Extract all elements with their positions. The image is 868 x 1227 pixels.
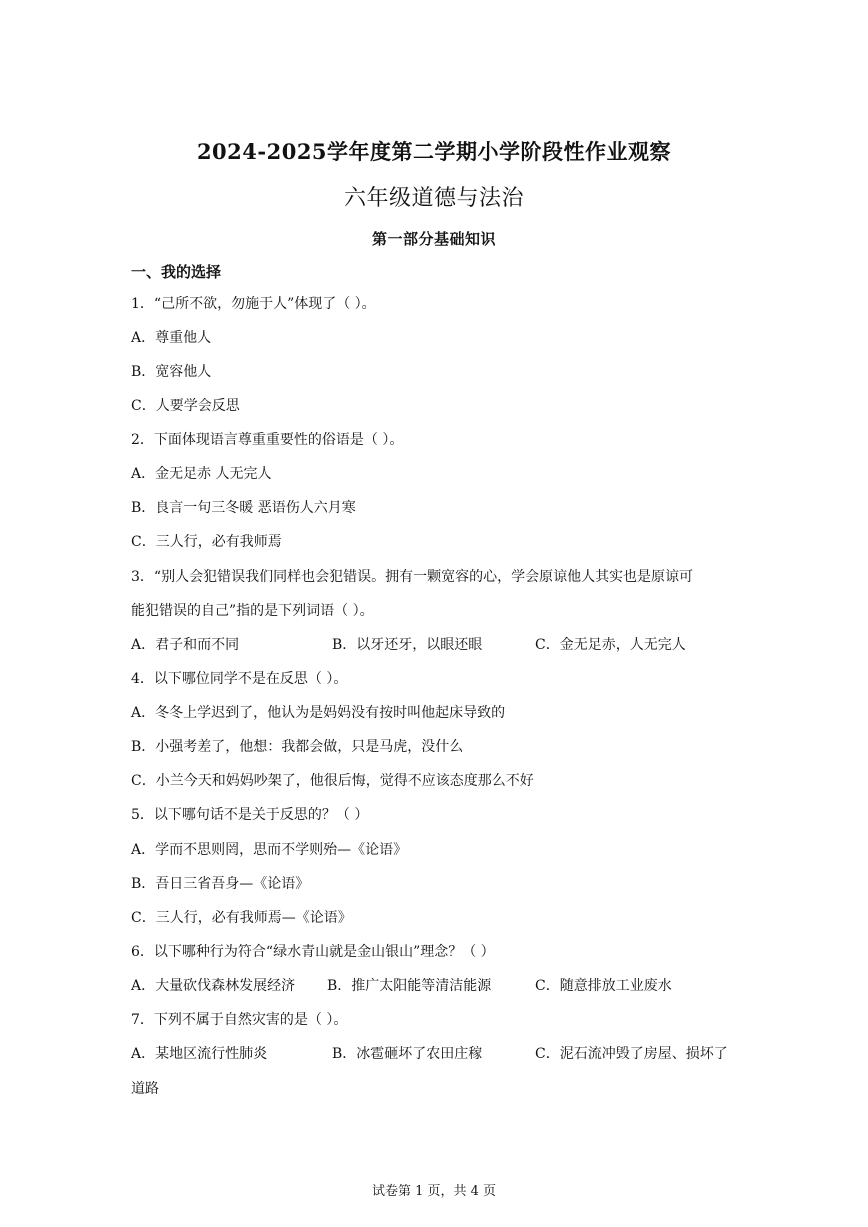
question-stem-4: 4．以下哪位同学不是在反思（ ）。 [131, 671, 348, 687]
page-footer: 试卷第 1 页，共 4 页 [371, 1184, 497, 1199]
option-1a: A．尊重他人 [131, 330, 212, 346]
option-1b: B．宽容他人 [131, 364, 212, 380]
option-6a: A．大量砍伐森林发展经济 [131, 978, 296, 994]
option-4a: A．冬冬上学迟到了，他认为是妈妈没有按时叫他起床导致的 [131, 705, 506, 721]
question-stem-1: 1．“己所不欲，勿施于人”体现了（ ）。 [131, 296, 376, 312]
option-7a: A．某地区流行性肺炎 [131, 1046, 268, 1062]
part-heading: 第一部分基础知识 [371, 230, 496, 248]
option-5b: B．吾日三省吾身—《论语》 [131, 876, 310, 892]
option-5a: A．学而不思则罔，思而不学则殆—《论语》 [131, 842, 408, 858]
question-stem-6: 6．以下哪种行为符合“绿水青山就是金山银山”理念？（ ） [131, 944, 495, 960]
option-2a: A．金无足赤 人无完人 [131, 466, 272, 482]
option-7b: B．冰雹砸坏了农田庄稼 [332, 1046, 483, 1062]
question-stem-2: 2．下面体现语言尊重重要性的俗语是（ ）。 [131, 432, 404, 448]
question-stem-3-line2: 能犯错误的自己”指的是下列词语（ ）。 [131, 603, 374, 619]
option-2c: C．三人行，必有我师焉 [131, 534, 282, 550]
option-4b: B．小强考差了，他想：我都会做，只是马虎，没什么 [131, 739, 464, 755]
option-6c: C．随意排放工业废水 [535, 978, 672, 994]
option-7c: C．泥石流冲毁了房屋、损坏了 [535, 1046, 728, 1062]
option-1c: C．人要学会反思 [131, 398, 240, 414]
option-3b: B．以牙还牙，以眼还眼 [332, 637, 483, 653]
question-stem-7: 7．下列不属于自然灾害的是（ ）。 [131, 1012, 348, 1028]
option-7c-wrap: 道路 [131, 1081, 159, 1097]
question-stem-5: 5．以下哪句话不是关于反思的？（ ） [131, 807, 369, 823]
option-6b: B．推广太阳能等清洁能源 [327, 978, 492, 994]
option-2b: B．良言一句三冬暖 恶语伤人六月寒 [131, 500, 356, 516]
option-5c: C．三人行，必有我师焉—《论语》 [131, 910, 352, 926]
option-3a: A．君子和而不同 [131, 637, 240, 653]
exam-subtitle: 六年级道德与法治 [343, 186, 524, 211]
section-heading: 一、我的选择 [131, 263, 222, 281]
question-stem-3-line1: 3．“别人会犯错误我们同样也会犯错误。拥有一颗宽容的心，学会原谅他人其实也是原谅可 [131, 569, 694, 585]
option-3c: C．金无足赤，人无完人 [535, 637, 686, 653]
option-4c: C．小兰今天和妈妈吵架了，他很后悔，觉得不应该态度那么不好 [131, 773, 534, 789]
exam-title: 2024-2025学年度第二学期小学阶段性作业观察 [196, 139, 672, 164]
